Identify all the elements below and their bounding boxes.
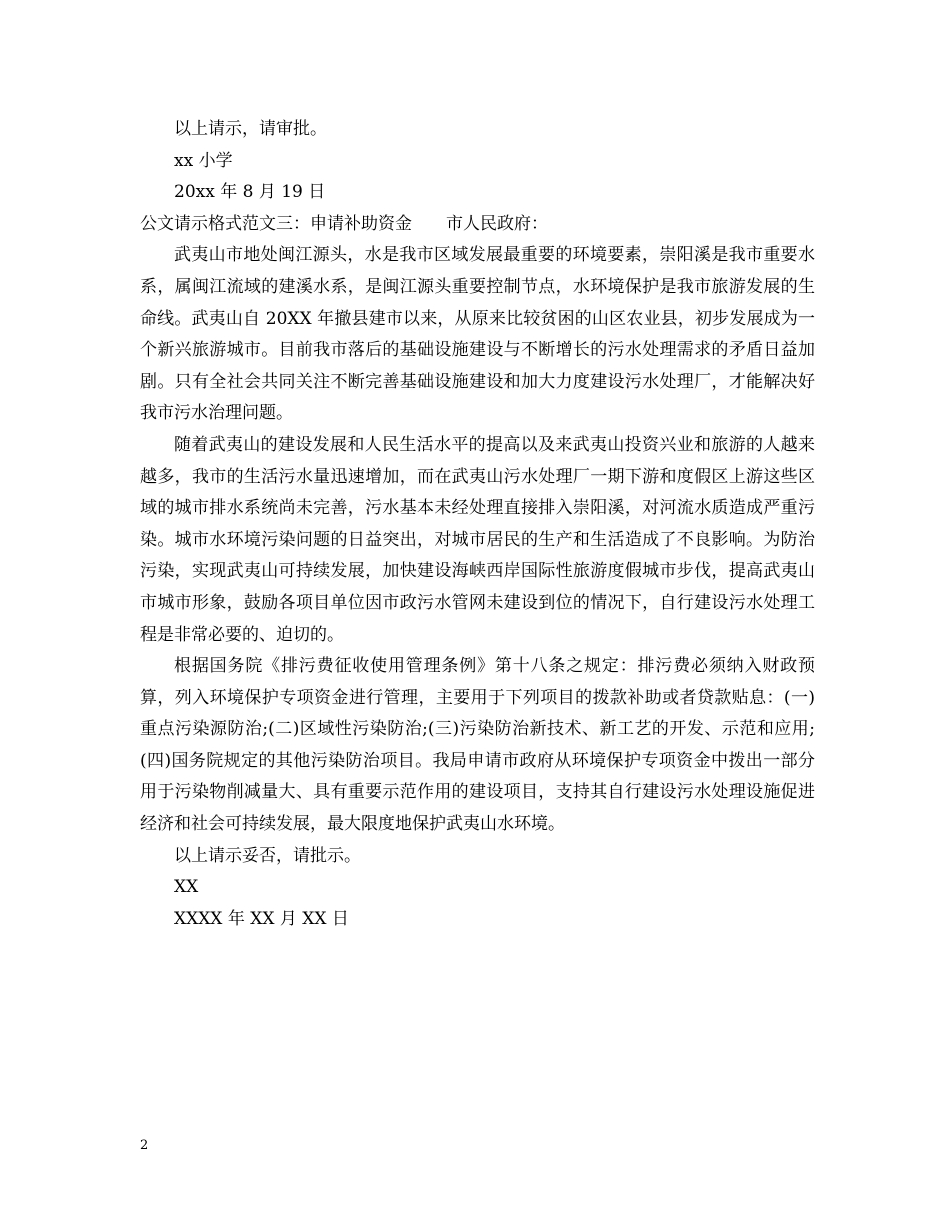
sender-line-1: xx 小学 — [174, 150, 233, 171]
body-paragraph-3: 根据国务院《排污费征收使用管理条例》第十八条之规定：排污费必须纳入财政预算，列入环境保护专项资金进行管理，主要用于下列项目的拨款补助或者贷款贴息：(一)重点污染源防治;(二)区域性污染防治;(三)污染防治新技术、新工艺的开发、示范和应用;(四)国务院规定的其他污染防治项目。我局申请市政府从环境保护专项资金中拨出一部分用于污染物削减量大、具有重要示范作用的建设项目，支持其自行建设污水处理设施促进经济和社会可持续发展，最大限度地保护武夷山水环境。 — [140, 656, 815, 835]
sender-line-2: XX — [174, 877, 199, 898]
heading-addressee: 市人民政府： — [446, 213, 548, 234]
closing-line-1: 以上请示，请审批。 — [174, 119, 327, 139]
heading-title: 公文请示格式范文三：申请补助资金 — [140, 213, 412, 234]
document-body — [140, 114, 815, 935]
date-line-2: XXXX 年 XX 月 XX 日 — [174, 908, 349, 929]
date-line-1: 20xx 年 8 月 19 日 — [174, 182, 326, 203]
body-paragraph-1: 武夷山市地处闽江源头，水是我市区域发展最重要的环境要素，崇阳溪是我市重要水系，属闽江流域的建溪水系，是闽江源头重要控制节点，水环境保护是我市旅游发展的生命线。武夷山自 20XX 年撤县建市以来，从原来比较贫困的山区农业县，初步发展成为一个新兴旅游城市。目前我市落后的基础设施建设与不断增长的污水处理需求的矛盾日益加剧。只有全社会共同关注不断完善基础设施建设和加大力度建设污水处理厂，才能解决好我市污水治理问题。 — [140, 245, 815, 424]
page-number: 2 — [140, 1138, 149, 1153]
closing-line-2: 以上请示妥否，请批示。 — [174, 845, 361, 866]
section-heading — [140, 209, 815, 241]
body-paragraph-2: 随着武夷山的建设发展和人民生活水平的提高以及来武夷山投资兴业和旅游的人越来越多，我市的生活污水量迅速增加，而在武夷山污水处理厂一期下游和度假区上游这些区域的城市排水系统尚未完善，污水基本未经处理直接排入崇阳溪，对河流水质造成严重污染。城市水环境污染问题的日益突出，对城市居民的生产和生活造成了不良影响。为防治污染，实现武夷山可持续发展，加快建设海峡西岸国际性旅游度假城市步伐，提高武夷山市城市形象，鼓励各项目单位因市政污水管网未建设到位的情况下，自行建设污水处理工程是非常必要的、迫切的。 — [140, 434, 815, 645]
